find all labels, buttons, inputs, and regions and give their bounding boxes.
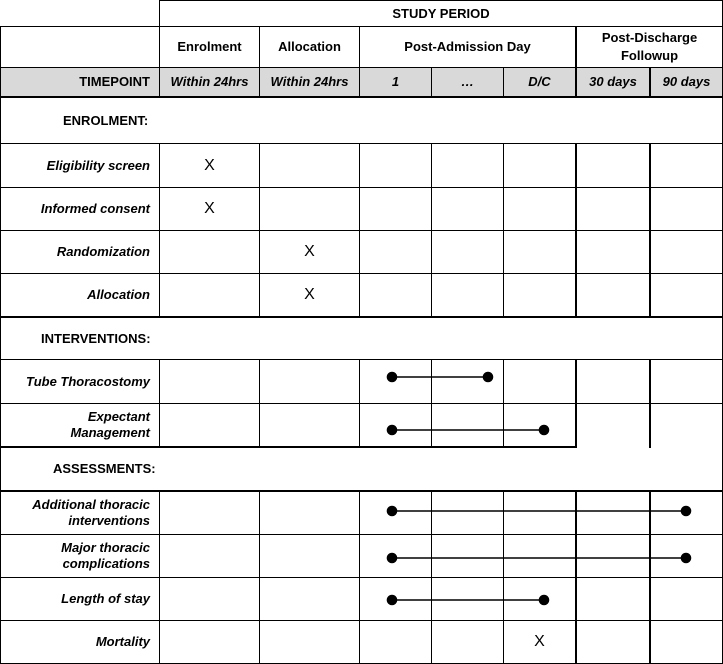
connector-expectant-management — [388, 426, 549, 435]
post-discharge-followup-header: Post-Discharge Followup — [601, 30, 698, 63]
post-admission-day-header: Post-Admission Day — [404, 39, 531, 55]
mark-randomization-allocation: X — [304, 243, 315, 261]
section-enrolment: ENROLMENT: — [63, 112, 149, 128]
allocation-column-header: Allocation — [278, 39, 341, 55]
section-assessments: ASSESSMENTS: — [53, 461, 156, 477]
connector-major-complications — [388, 554, 691, 563]
row-label-additional-thoracic-interventions: Additional thoracic interventions — [32, 497, 150, 528]
timepoint-label: TIMEPOINT — [79, 74, 150, 90]
row-label-expectant-management: Expectant Management — [70, 409, 150, 440]
mark-mortality-discharge: X — [534, 633, 545, 651]
mark-consent-enrolment: X — [204, 200, 215, 218]
row-label-randomization: Randomization — [56, 244, 150, 260]
enrolment-column-header: Enrolment — [177, 39, 242, 55]
timepoint-30-days: 30 days — [589, 74, 637, 90]
timepoint-day-ellipsis: … — [461, 74, 474, 90]
study-period-header: STUDY PERIOD — [392, 5, 490, 21]
timepoint-allocation: Within 24hrs — [270, 74, 349, 90]
timepoint-enrolment: Within 24hrs — [170, 74, 249, 90]
connector-length-of-stay — [388, 596, 549, 605]
row-label-length-of-stay: Length of stay — [61, 591, 150, 607]
connector-additional-interventions — [388, 507, 691, 516]
section-interventions: INTERVENTIONS: — [41, 330, 151, 346]
row-label-tube-thoracostomy: Tube Thoracostomy — [25, 373, 150, 389]
timepoint-day-1: 1 — [391, 74, 400, 90]
mark-eligibility-enrolment: X — [204, 156, 215, 174]
row-label-mortality: Mortality — [95, 634, 150, 650]
timepoint-discharge: D/C — [528, 74, 551, 90]
timepoint-90-days: 90 days — [662, 74, 711, 90]
row-label-eligibility-screen: Eligibility screen — [46, 157, 150, 173]
connector-tube-thoracostomy — [388, 373, 493, 382]
row-label-allocation: Allocation — [87, 287, 150, 303]
row-label-major-thoracic-complications: Major thoracic complications — [61, 540, 150, 571]
mark-allocation-allocation: X — [304, 286, 315, 304]
row-label-informed-consent: Informed consent — [40, 201, 150, 217]
